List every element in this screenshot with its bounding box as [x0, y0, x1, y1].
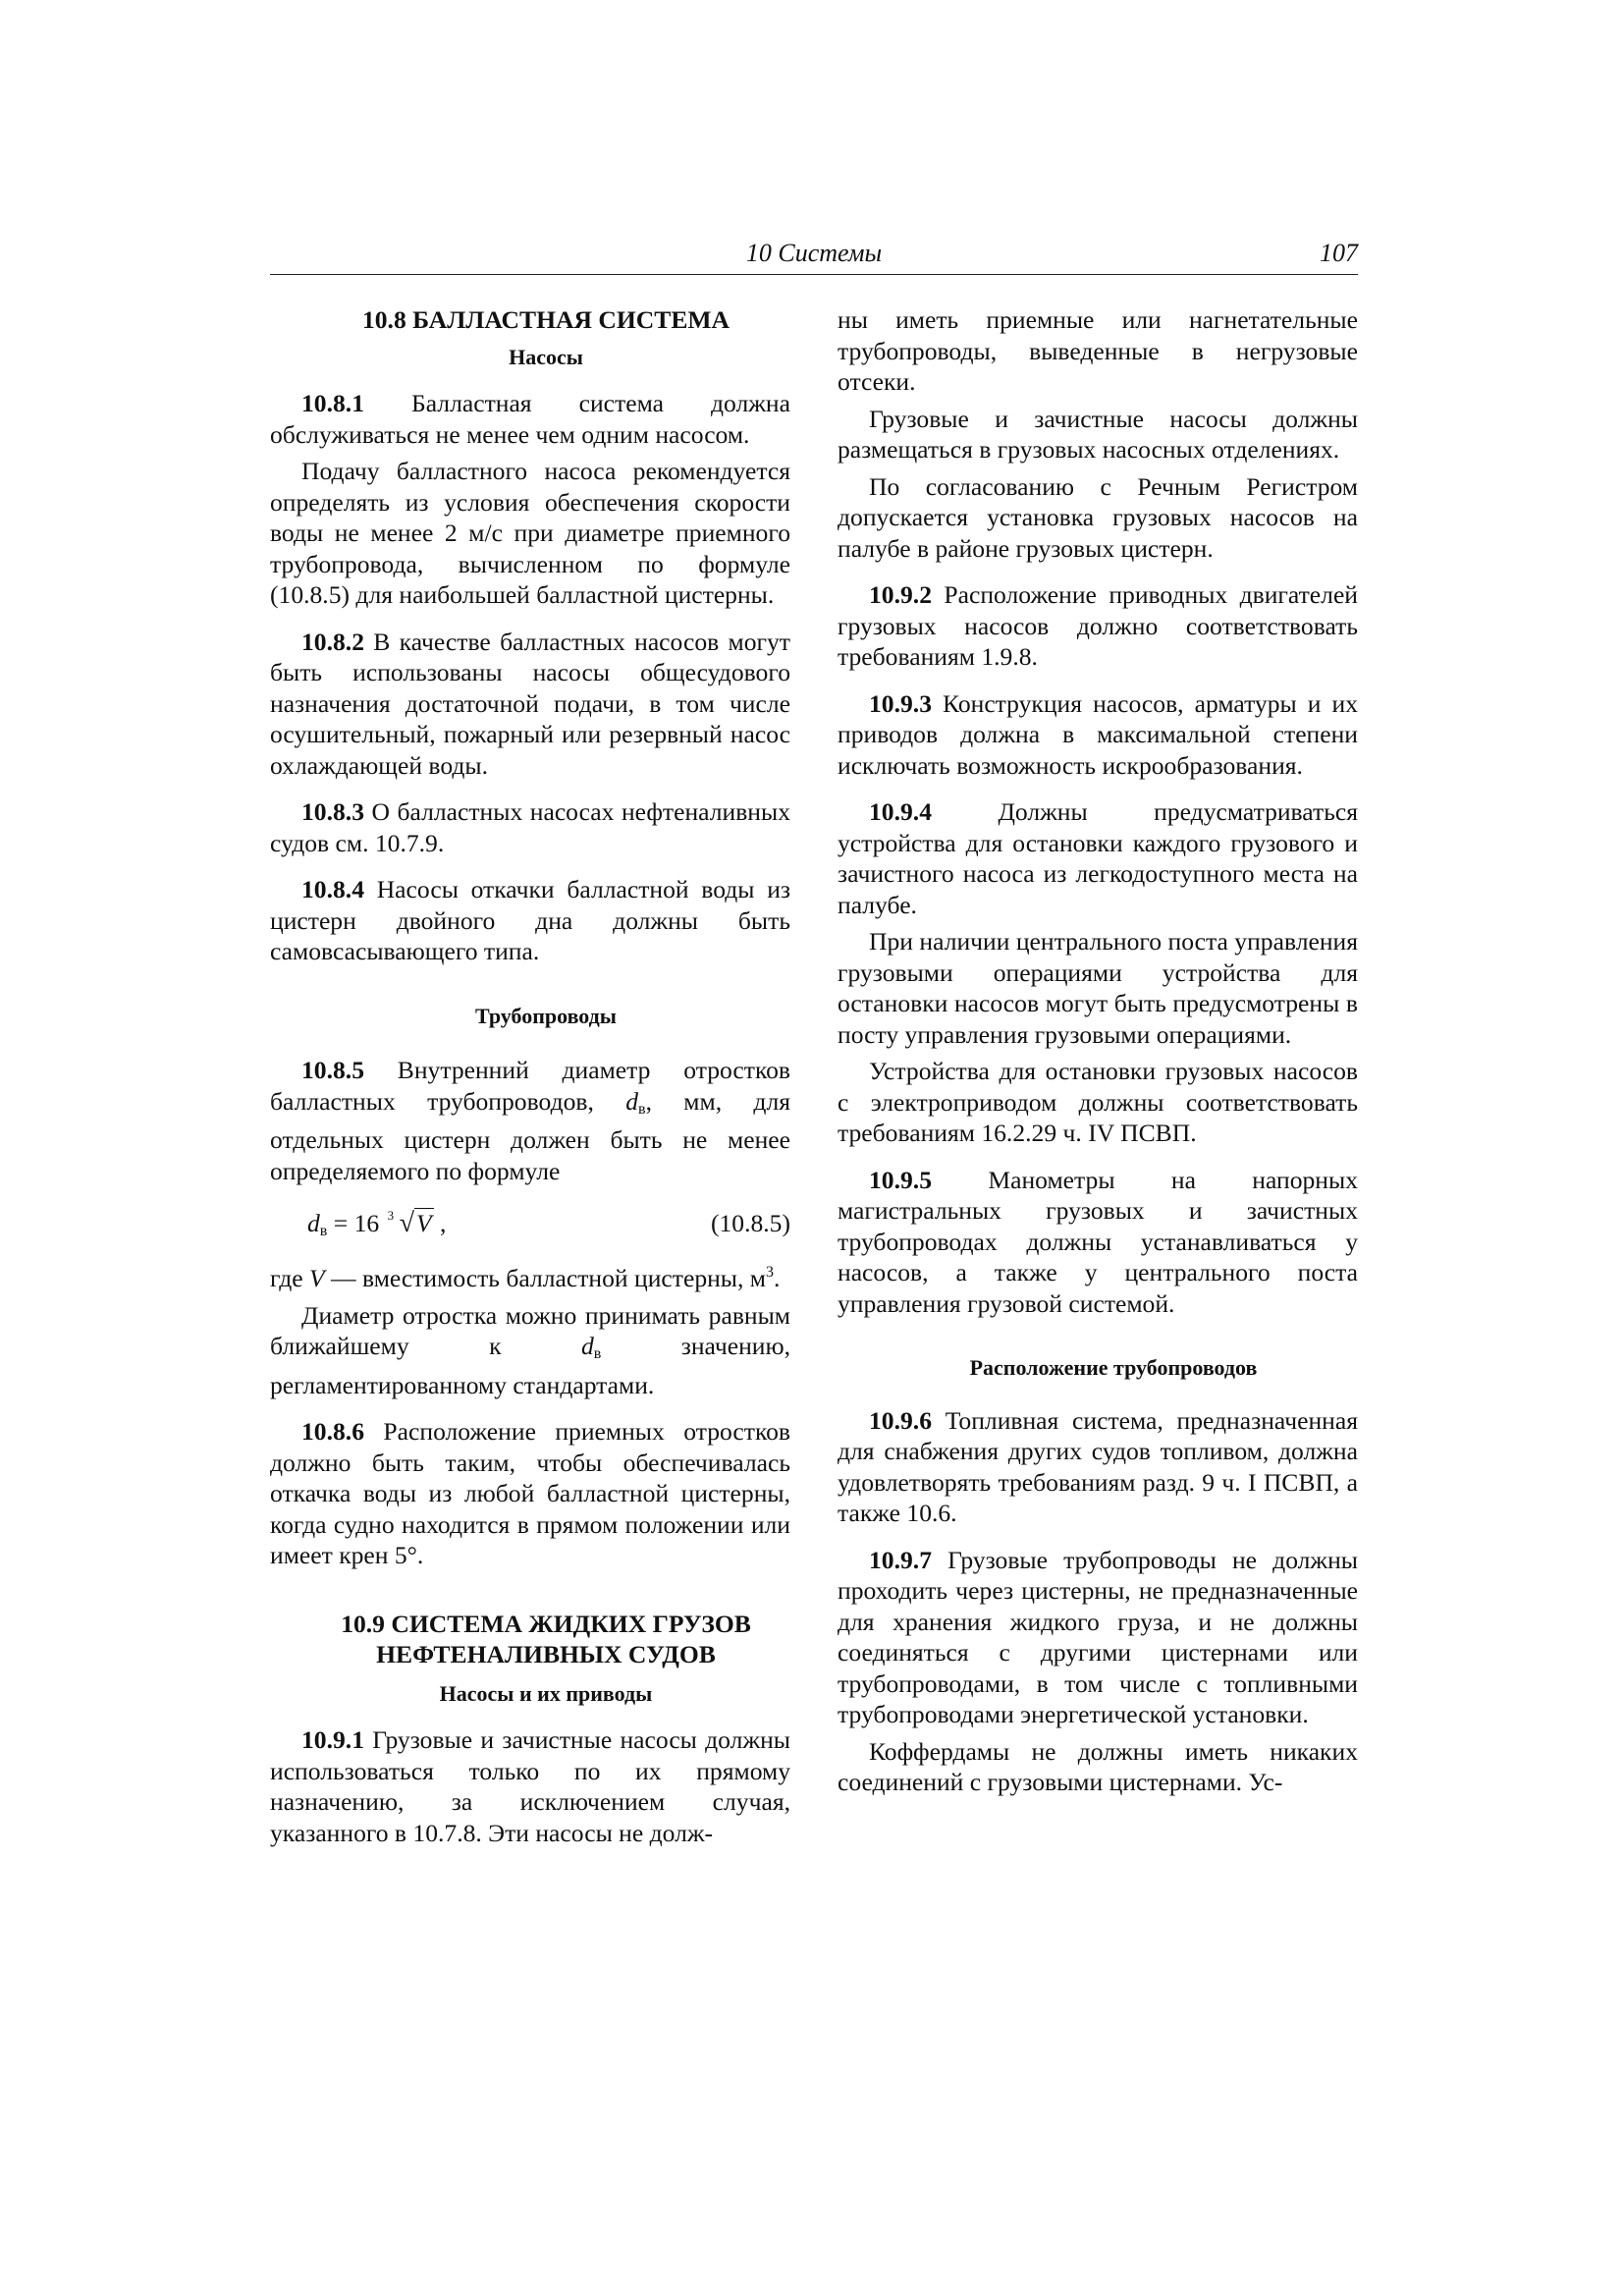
- clause-text: Расположение приемных отростков должно быть таким, чтобы обеспечивалась откачка воды из любой балластной цистерны, когда судно находится в прямом положении или имеет крен 5°.: [270, 1417, 790, 1569]
- formula-equals: = 16: [327, 1209, 386, 1237]
- radical-sign: √: [399, 1208, 414, 1238]
- symbol-d-subscript: в: [638, 1100, 646, 1118]
- subsection-pipe-layout-title: Расположение трубопроводов: [969, 1355, 1258, 1380]
- paragraph-10-9-6: [838, 1405, 1358, 1529]
- paragraph-10-8-1: [270, 388, 790, 450]
- subsection-pipelines-title: Трубопроводы: [475, 1003, 617, 1028]
- cubic-superscript: 3: [766, 1264, 774, 1281]
- paragraph-register: По согласованию с Речным Регистром допускается установка грузовых насосов на палубе в районе грузовых цистерн.: [838, 471, 1358, 563]
- clause-number: 10.8.2: [301, 627, 364, 656]
- paragraph-10-8-6: [270, 1416, 790, 1571]
- paragraph-continuation: ны иметь приемные или нагнетательные трубопроводы, выведенные в негрузовые отсеки.: [838, 305, 1358, 396]
- clause-text: Расположение приводных двигателей грузовых насосов должно соответствовать требованиям 1.9.8.: [838, 580, 1358, 671]
- clause-text: Грузовые трубопроводы не должны проходить через цистерны, не предназначенные для хранения жидкого груза, и не должны соединяться с другими цистернами или трубопроводами, в том числе с топливными трубопроводами энергетической установки.: [838, 1545, 1358, 1728]
- where-end: .: [774, 1264, 781, 1292]
- clause-number: 10.9.2: [869, 580, 932, 609]
- clause-text: Грузовые и зачистные насосы должны использоваться только по их прямому назначению, за исключением случая, указанного в 10.7.8. Эти насосы не долж-: [270, 1725, 790, 1847]
- paragraph-pumps-location: Грузовые и зачистные насосы должны размещаться в грузовых насосных отделениях.: [838, 404, 1358, 464]
- paragraph-10-9-1: [270, 1724, 790, 1848]
- symbol-v: V: [309, 1264, 325, 1292]
- right-column: [838, 304, 1358, 1798]
- where-text: где: [270, 1264, 310, 1292]
- clause-number: 10.9.4: [869, 797, 932, 826]
- symbol-d-subscript: в: [593, 1345, 602, 1362]
- paragraph-10-9-5: [838, 1165, 1358, 1320]
- subsection-pumps-drives-title: Насосы и их приводы: [439, 1680, 653, 1706]
- diameter-text: Диаметр отростка можно принимать равным ближайшему к: [270, 1300, 790, 1360]
- paragraph-10-8-2: [270, 627, 790, 782]
- paragraph-10-9-3: [838, 688, 1358, 782]
- left-column: [270, 304, 790, 1848]
- clause-text: О балластных насосах нефтеналивных судов см. 10.7.9.: [270, 797, 790, 857]
- subsection-pumps-title: Насосы: [509, 344, 583, 369]
- symbol-d: d: [625, 1086, 639, 1116]
- clause-number: 10.8.1: [301, 389, 364, 417]
- clause-text: Конструкция насосов, арматуры и их приводов должна в максимальной степени исключать возможность искрообразования.: [838, 688, 1358, 780]
- formula-10-8-5: [270, 1204, 790, 1247]
- equation-number: (10.8.5): [710, 1209, 790, 1237]
- clause-number: 10.9.3: [869, 688, 932, 718]
- where-text-cont: — вместимость балластной цистерны, м: [324, 1264, 766, 1292]
- paragraph-cofferdam: Коффердамы не должны иметь никаких соединений с грузовыми цистернами. Ус-: [838, 1736, 1358, 1796]
- formula-tail: ,: [433, 1209, 447, 1237]
- paragraph-10-9-4-c: Устройства для остановки грузовых насосов с электроприводом должны соответствовать требованиям 16.2.29 ч. IV ПСВП.: [838, 1057, 1358, 1147]
- cube-root: [386, 1208, 434, 1239]
- clause-text: Насосы откачки балластной воды из цистерн двойного дна должны быть самовсасывающего типа.: [270, 875, 790, 965]
- clause-text: Манометры на напорных магистральных грузовых и зачистных трубопроводах должны устанавливаться у насосов, а также у центрального поста управления грузовой системой.: [838, 1165, 1358, 1318]
- clause-number: 10.9.7: [869, 1545, 932, 1574]
- paragraph-10-9-7: [838, 1545, 1358, 1730]
- paragraph-10-8-4: [270, 874, 790, 967]
- diameter-text-cont: значению, регламентированному стандартами.: [270, 1332, 791, 1399]
- clause-number: 10.8.3: [301, 797, 364, 826]
- clause-number: 10.8.6: [301, 1417, 364, 1446]
- page-number: 107: [1320, 239, 1358, 267]
- paragraph-10-9-4-b: При наличии центрального поста управления грузовыми операциями устройства для остановки насосов могут быть предусмотрены в посту управления грузовыми операциями.: [838, 927, 1358, 1049]
- paragraph-10-9-4: [838, 796, 1358, 920]
- clause-text: В качестве балластных насосов могут быть использованы насосы общесудового назначения достаточной подачи, в том числе осушительный, пожарный или резервный насос охлаждающей воды.: [270, 627, 790, 780]
- paragraph-10-8-5: [270, 1055, 790, 1186]
- clause-number: 10.9.5: [869, 1165, 932, 1194]
- formula-where: [270, 1257, 790, 1294]
- running-title: 10 Системы: [745, 239, 883, 267]
- section-10-8-title: 10.8 БАЛЛАСТНАЯ СИСТЕМА: [361, 305, 730, 334]
- formula-expression: [307, 1208, 446, 1247]
- paragraph-10-8-1-b: Подачу балластного насоса рекомендуется определять из условия обеспечения скорости воды не менее 2 м/с при диаметре приемного трубопровода, вычисленном по формуле (10.8.5) для наибольшей балластной цистерны.: [270, 457, 790, 609]
- clause-text: Должны предусматриваться устройства для остановки каждого грузового и зачистного насоса из легкодоступного места на палубе.: [838, 797, 1358, 919]
- clause-number: 10.8.5: [301, 1056, 364, 1084]
- clause-number: 10.9.6: [869, 1405, 932, 1435]
- symbol-d: d: [580, 1332, 594, 1360]
- section-10-9-title-line-1: 10.9 СИСТЕМА ЖИДКИХ ГРУЗОВ: [341, 1609, 751, 1638]
- paragraph-10-9-2: [838, 579, 1358, 673]
- clause-text: Балластная система должна обслуживаться не менее чем одним насосом.: [270, 389, 790, 449]
- paragraph-diameter: [270, 1300, 790, 1401]
- clause-text: Внутренний диаметр отростков балластных трубопроводов,: [270, 1056, 790, 1116]
- formula-lhs: d: [307, 1209, 320, 1237]
- section-10-9-title-line-2: НЕФТЕНАЛИВНЫХ СУДОВ: [376, 1640, 716, 1668]
- running-header: [270, 239, 1358, 275]
- formula-lhs-subscript: в: [319, 1223, 328, 1239]
- clause-text-cont: , мм, для отдельных цистерн должен быть не менее определяемого по формуле: [270, 1086, 790, 1185]
- clause-number: 10.9.1: [301, 1725, 364, 1754]
- paragraph-10-8-3: [270, 796, 790, 858]
- root-index: 3: [387, 1208, 395, 1223]
- clause-text: Топливная система, предназначенная для снабжения других судов топливом, должна удовлетворять требованиям разд. 9 ч. I ПСВП, а также 10.6.: [838, 1405, 1358, 1527]
- clause-number: 10.8.4: [301, 875, 364, 903]
- root-argument: V: [415, 1209, 432, 1237]
